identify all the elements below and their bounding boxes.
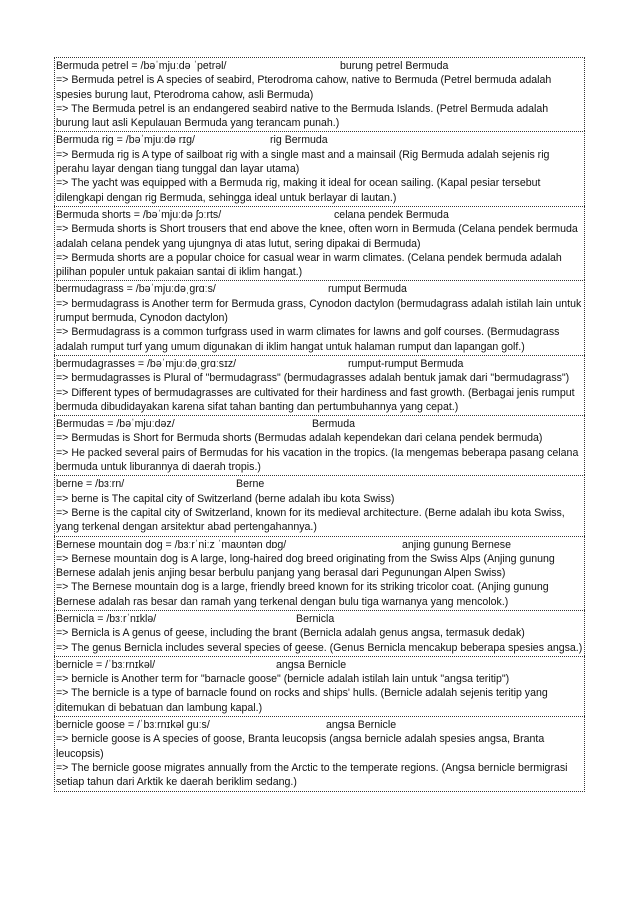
- entry-translation: Bermuda: [312, 418, 355, 431]
- entry-translation: angsa Bernicle: [326, 719, 397, 732]
- entry-translation: burung petrel Bermuda: [340, 60, 449, 72]
- entry-example: => The yacht was equipped with a Bermuda rig, making it ideal for ocean sailing. (Kapal pesiar tersebut dilengkapi dengan rig Bermuda, sehingga ideal untuk berlayar di lautan.): [56, 177, 541, 204]
- glossary-sheet: [54, 57, 585, 792]
- entry-definition: => Bermuda petrel is A species of seabird, Pterodroma cahow, native to Bermuda (Petrel bermuda adalah spesies burung laut, Pterodroma cahow, asli Bermuda): [56, 74, 552, 101]
- entry-heading: [56, 658, 583, 672]
- entry-heading: [56, 208, 583, 222]
- entry-definition: => Bermuda shorts is Short trousers that end above the knee, often worn in Bermuda (Celana pendek bermuda adalah celana pendek yang ujungnya di atas lutut, sering dipakai di Bermuda): [56, 223, 578, 250]
- entry-translation: celana pendek Bermuda: [334, 208, 449, 221]
- glossary-entry: [54, 536, 585, 610]
- entry-term: Bernicla = /bɜːrˈnɪklə/: [56, 612, 157, 625]
- entry-definition: => bernicle is Another term for "barnacle goose" (bernicle adalah istilah lain untuk "angsa teritip"): [56, 673, 510, 686]
- entry-definition: => bernicle goose is A species of goose, Branta leucopsis (angsa bernicle adalah spesies angsa, Branta leucopsis): [56, 733, 545, 760]
- entry-translation: rumput Bermuda: [328, 283, 407, 296]
- entry-example: => Different types of bermudagrasses are cultivated for their hardiness and fast growth. (Berbagai jenis rumput bermuda dibudidayakan karena sifat tahan banting dan pertumbuhannya yang cepat.): [56, 386, 575, 413]
- entry-definition: => Bernese mountain dog is A large, long-haired dog breed originating from the Swiss Alps (Anjing gunung Bernese adalah jenis anjing besar berbulu panjang yang berasal dari Pegunungan Alpen Swiss): [56, 552, 555, 580]
- entry-term: bernicle goose = /ˈbɜːrnɪkəl ɡuːs/: [56, 719, 210, 732]
- entry-definition: => Bernicla is A genus of geese, including the brant (Bernicla adalah genus angsa, termasuk dedak): [56, 627, 525, 640]
- entry-example: => Bermuda shorts are a popular choice for casual wear in warm climates. (Celana pendek bermuda adalah pilihan populer untuk pakaian santai di iklim hangat.): [56, 251, 562, 279]
- entry-term: berne = /bɜːrn/: [56, 478, 125, 491]
- entry-term: Bernese mountain dog = /bɜːrˈniːz ˈmaʊntən dɒɡ/: [56, 538, 287, 551]
- glossary-entry: [54, 57, 585, 131]
- entry-term: bermudagrasses = /bəˈmjuːdəˌɡrɑːsɪz/: [56, 357, 237, 370]
- glossary-entry: [54, 355, 585, 415]
- entry-term: bermudagrass = /bəˈmjuːdəˌɡrɑːs/: [56, 283, 216, 296]
- entry-example: => The Bernese mountain dog is a large, friendly breed known for its striking tricolor coat. (Anjing gunung Bernese adalah ras besar dan ramah yang terkenal dengan bulu tiga warnanya yang mencolok.): [56, 581, 549, 608]
- entry-term: Bermuda rig = /bəˈmjuːdə rɪɡ/: [56, 134, 195, 147]
- entry-translation: anjing gunung Bernese: [402, 538, 511, 551]
- entry-example: => The Bermuda petrel is an endangered seabird native to the Bermuda Islands. (Petrel Bermuda adalah burung laut asli Kepulauan Bermuda yang terancam punah.): [56, 102, 549, 130]
- entry-heading: [56, 59, 583, 73]
- entry-heading: [56, 477, 583, 491]
- entry-heading: [56, 417, 583, 431]
- entry-translation: angsa Bernicle: [276, 658, 347, 671]
- entry-heading: [56, 357, 583, 371]
- glossary-entry: [54, 475, 585, 535]
- entry-example: => He packed several pairs of Bermudas for his vacation in the tropics. (Ia mengemas beberapa pasang celana bermuda untuk liburannya di daerah tropis.): [56, 446, 579, 474]
- entry-example: => The bernicle is a type of barnacle found on rocks and ships' hulls. (Bernicle adalah sejenis teritip yang ditemukan di bebatuan dan lambung kapal.): [56, 687, 548, 714]
- glossary-entry: [54, 280, 585, 354]
- glossary-entry: [54, 206, 585, 280]
- entry-example: => The bernicle goose migrates annually from the Arctic to the temperate regions. (Angsa bernicle bermigrasi setiap tahun dari Arktik ke daerah beriklim sedang.): [56, 761, 568, 789]
- entry-term: Bermudas = /bəˈmjuːdəz/: [56, 418, 175, 431]
- entry-heading: [56, 718, 583, 732]
- entry-translation: rumput-rumput Bermuda: [348, 357, 464, 370]
- entry-term: Bermuda shorts = /bəˈmjuːdə ʃɔːrts/: [56, 208, 222, 221]
- entry-heading: [56, 538, 583, 552]
- entry-definition: => berne is The capital city of Switzerland (berne adalah ibu kota Swiss): [56, 492, 395, 505]
- entry-heading: [56, 282, 583, 296]
- entry-example: => Bermudagrass is a common turfgrass used in warm climates for lawns and golf courses. (Bermudagrass adalah rumput turf yang umum digunakan di iklim hangat untuk halaman rumput dan lapangan golf.): [56, 326, 560, 353]
- entry-example: => Berne is the capital city of Switzerland, known for its medieval architecture. (Berne adalah ibu kota Swiss, yang terkenal dengan arsitektur abad pertengahannya.): [56, 506, 565, 534]
- glossary-entry: [54, 656, 585, 716]
- entry-translation: Berne: [236, 478, 265, 491]
- entry-translation: rig Bermuda: [270, 134, 328, 147]
- glossary-entry: [54, 716, 585, 791]
- entry-definition: => bermudagrasses is Plural of "bermudagrass" (bermudagrasses adalah bentuk jamak dari "bermudagrass"): [56, 372, 570, 385]
- entry-example: => The genus Bernicla includes several species of geese. (Genus Bernicla mencakup beberapa spesies angsa.): [56, 641, 583, 654]
- entry-definition: => bermudagrass is Another term for Bermuda grass, Cynodon dactylon (bermudagrass adalah istilah lain untuk rumput bermuda, Cynodon dactylon): [56, 297, 582, 325]
- entry-definition: => Bermuda rig is A type of sailboat rig with a single mast and a mainsail (Rig Bermuda adalah sejenis rig perahu layar dengan tiang tunggal dan layar utama): [56, 148, 550, 176]
- entry-term: bernicle = /ˈbɜːrnɪkəl/: [56, 658, 156, 671]
- entry-translation: Bernicla: [296, 612, 335, 625]
- glossary-entry: [54, 131, 585, 205]
- entry-heading: [56, 133, 583, 147]
- glossary-entry: [54, 610, 585, 656]
- glossary-entry: [54, 415, 585, 475]
- entry-term: Bermuda petrel = /bəˈmjuːdə ˈpetrəl/: [56, 60, 227, 72]
- entry-heading: [56, 612, 583, 626]
- entry-definition: => Bermudas is Short for Bermuda shorts (Bermudas adalah kependekan dari celana pendek bermuda): [56, 432, 543, 445]
